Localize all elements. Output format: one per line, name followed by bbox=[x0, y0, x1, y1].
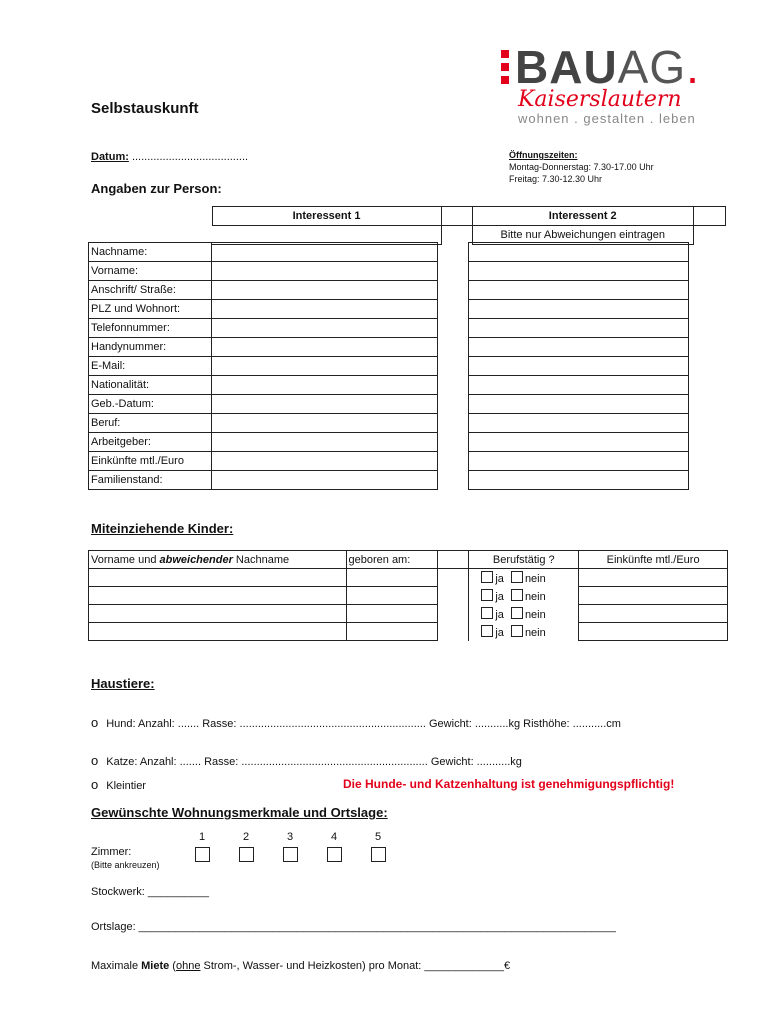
kind-row bbox=[89, 623, 728, 641]
col-kind-name: Vorname und abweichender Nachname bbox=[89, 551, 347, 569]
hours-line2: Freitag: 7.30-12.30 Uhr bbox=[509, 174, 603, 184]
nein-checkbox[interactable] bbox=[511, 625, 523, 637]
interessent2-input[interactable] bbox=[469, 433, 689, 452]
ja-checkbox[interactable] bbox=[481, 589, 493, 601]
kind-beruf-checkboxes: ja nein bbox=[469, 569, 579, 587]
logo bbox=[515, 40, 700, 94]
section-haustiere-heading: Haustiere: bbox=[91, 676, 155, 691]
interessent1-input[interactable] bbox=[211, 338, 438, 357]
hund-line[interactable] bbox=[91, 715, 621, 730]
person-row-label: Handynummer: bbox=[89, 338, 212, 357]
zimmer-number: 1 bbox=[199, 831, 206, 843]
kind-geboren-input[interactable] bbox=[346, 587, 438, 605]
zimmer-checkbox[interactable] bbox=[195, 847, 210, 862]
interessent2-input[interactable] bbox=[469, 376, 689, 395]
kind-geboren-input[interactable] bbox=[346, 605, 438, 623]
katze-radio[interactable]: o bbox=[91, 753, 99, 768]
interessent2-input[interactable] bbox=[469, 414, 689, 433]
section-kinder-heading: Miteinziehende Kinder: bbox=[91, 521, 234, 536]
haustiere-warning: Die Hunde- und Katzenhaltung ist genehmigungspflichtig! bbox=[343, 777, 675, 791]
kleintier-line[interactable] bbox=[91, 777, 146, 792]
logo-script: Kaiserslautern bbox=[518, 87, 682, 112]
ja-checkbox[interactable] bbox=[481, 607, 493, 619]
section-wohnung-heading: Gewünschte Wohnungsmerkmale und Ortslage: bbox=[91, 805, 388, 820]
interessent1-input[interactable] bbox=[211, 281, 438, 300]
person-row bbox=[89, 262, 689, 281]
person-row-label: Geb.-Datum: bbox=[89, 395, 212, 414]
kind-einkuenfte-input[interactable] bbox=[579, 569, 728, 587]
person-row bbox=[89, 376, 689, 395]
opening-hours bbox=[509, 149, 654, 185]
interessent2-input[interactable] bbox=[469, 395, 689, 414]
kind-name-input[interactable] bbox=[89, 605, 347, 623]
person-row-label: Arbeitgeber: bbox=[89, 433, 212, 452]
interessent1-input[interactable] bbox=[211, 452, 438, 471]
person-rows bbox=[88, 242, 689, 490]
interessent1-input[interactable] bbox=[211, 414, 438, 433]
interessent1-input[interactable] bbox=[211, 357, 438, 376]
interessent2-input[interactable] bbox=[469, 243, 689, 262]
zimmer-checkbox[interactable] bbox=[239, 847, 254, 862]
logo-bau: BAU bbox=[515, 41, 618, 93]
ortslage-field[interactable]: Ortslage: ______________________________________________________________________________ bbox=[91, 921, 616, 933]
hund-radio[interactable]: o bbox=[91, 715, 99, 730]
interessent2-input[interactable] bbox=[469, 300, 689, 319]
col2-hint: Bitte nur Abweichungen eintragen bbox=[472, 226, 693, 245]
person-table bbox=[88, 206, 726, 245]
person-row bbox=[89, 243, 689, 262]
hund-text: Hund: Anzahl: ....... Rasse: ............................................................. Gewicht: ...........kg Risthöhe: ...........cm bbox=[106, 718, 621, 730]
person-row-label: Nationalität: bbox=[89, 376, 212, 395]
zimmer-checkbox[interactable] bbox=[371, 847, 386, 862]
person-row bbox=[89, 452, 689, 471]
kind-einkuenfte-input[interactable] bbox=[579, 605, 728, 623]
person-row-label: Beruf: bbox=[89, 414, 212, 433]
miete-field[interactable]: Maximale Miete (ohne Strom-, Wasser- und Heizkosten) pro Monat: _____________€ bbox=[91, 960, 511, 972]
zimmer-hint: (Bitte ankreuzen) bbox=[91, 860, 160, 870]
hours-line1: Montag-Donnerstag: 7.30-17.00 Uhr bbox=[509, 162, 654, 172]
logo-dot: . bbox=[686, 41, 700, 93]
person-row bbox=[89, 357, 689, 376]
kind-geboren-input[interactable] bbox=[346, 569, 438, 587]
nein-checkbox[interactable] bbox=[511, 571, 523, 583]
person-row-label: E-Mail: bbox=[89, 357, 212, 376]
kind-name-input[interactable] bbox=[89, 569, 347, 587]
interessent2-input[interactable] bbox=[469, 338, 689, 357]
person-row-label: Nachname: bbox=[89, 243, 212, 262]
kind-einkuenfte-input[interactable] bbox=[579, 587, 728, 605]
zimmer-number: 4 bbox=[331, 831, 338, 843]
person-row-label: Anschrift/ Straße: bbox=[89, 281, 212, 300]
person-row bbox=[89, 433, 689, 452]
interessent1-input[interactable] bbox=[211, 395, 438, 414]
nein-checkbox[interactable] bbox=[511, 607, 523, 619]
interessent2-input[interactable] bbox=[469, 281, 689, 300]
kinder-table bbox=[88, 550, 728, 641]
interessent1-input[interactable] bbox=[211, 376, 438, 395]
kind-name-input[interactable] bbox=[89, 623, 347, 641]
person-row-label: Einkünfte mtl./Euro bbox=[89, 452, 212, 471]
interessent1-input[interactable] bbox=[211, 319, 438, 338]
kind-row bbox=[89, 605, 728, 623]
col-kind-einkuenfte: Einkünfte mtl./Euro bbox=[579, 551, 728, 569]
interessent2-input[interactable] bbox=[469, 357, 689, 376]
interessent1-input[interactable] bbox=[211, 243, 438, 262]
kleintier-radio[interactable]: o bbox=[91, 777, 99, 792]
zimmer-label: Zimmer: bbox=[91, 846, 132, 858]
katze-line[interactable] bbox=[91, 753, 522, 768]
interessent2-input[interactable] bbox=[469, 452, 689, 471]
logo-bars bbox=[501, 50, 509, 89]
page-title: Selbstauskunft bbox=[91, 100, 199, 117]
logo-ag: AG bbox=[617, 41, 687, 93]
person-row-label: Telefonnummer: bbox=[89, 319, 212, 338]
col-kind-berufstaetig: Berufstätig ? bbox=[469, 551, 579, 569]
kind-beruf-checkboxes: ja nein bbox=[469, 587, 579, 605]
datum-value[interactable]: ...................................... bbox=[128, 151, 249, 163]
person-row bbox=[89, 338, 689, 357]
interessent2-input[interactable] bbox=[469, 319, 689, 338]
logo-tagline: wohnen . gestalten . leben bbox=[518, 111, 696, 126]
hours-title: Öffnungszeiten: bbox=[509, 150, 578, 160]
col-kind-geboren: geboren am: bbox=[346, 551, 438, 569]
interessent1-input[interactable] bbox=[211, 300, 438, 319]
datum-line[interactable] bbox=[91, 151, 248, 163]
datum-label: Datum: bbox=[91, 151, 129, 163]
person-row bbox=[89, 395, 689, 414]
kind-row bbox=[89, 569, 728, 587]
kind-beruf-checkboxes: ja nein bbox=[469, 605, 579, 623]
ja-checkbox[interactable] bbox=[481, 571, 493, 583]
person-row bbox=[89, 471, 689, 490]
person-row-label: Vorname: bbox=[89, 262, 212, 281]
kleintier-text: Kleintier bbox=[106, 780, 146, 792]
ja-checkbox[interactable] bbox=[481, 625, 493, 637]
zimmer-number: 5 bbox=[375, 831, 382, 843]
kind-einkuenfte-input[interactable] bbox=[579, 623, 728, 641]
person-row bbox=[89, 414, 689, 433]
interessent1-input[interactable] bbox=[211, 262, 438, 281]
zimmer-number: 2 bbox=[243, 831, 250, 843]
interessent1-input[interactable] bbox=[211, 471, 438, 490]
nein-checkbox[interactable] bbox=[511, 589, 523, 601]
person-row bbox=[89, 281, 689, 300]
interessent2-input[interactable] bbox=[469, 471, 689, 490]
person-row-label: PLZ und Wohnort: bbox=[89, 300, 212, 319]
person-row bbox=[89, 319, 689, 338]
stockwerk-field[interactable]: Stockwerk: __________ bbox=[91, 886, 210, 898]
col-interessent1: Interessent 1 bbox=[212, 207, 441, 226]
zimmer-checkbox[interactable] bbox=[327, 847, 342, 862]
kind-row bbox=[89, 587, 728, 605]
person-row-label: Familienstand: bbox=[89, 471, 212, 490]
kind-name-input[interactable] bbox=[89, 587, 347, 605]
interessent1-input[interactable] bbox=[211, 433, 438, 452]
interessent2-input[interactable] bbox=[469, 262, 689, 281]
col-interessent2: Interessent 2 bbox=[472, 207, 693, 226]
kind-geboren-input[interactable] bbox=[346, 623, 438, 641]
person-row bbox=[89, 300, 689, 319]
zimmer-checkbox[interactable] bbox=[283, 847, 298, 862]
zimmer-number: 3 bbox=[287, 831, 294, 843]
section-person-heading: Angaben zur Person: bbox=[91, 181, 222, 196]
katze-text: Katze: Anzahl: ....... Rasse: ............................................................. Gewicht: ...........kg bbox=[106, 756, 522, 768]
kind-beruf-checkboxes: ja nein bbox=[469, 623, 579, 641]
